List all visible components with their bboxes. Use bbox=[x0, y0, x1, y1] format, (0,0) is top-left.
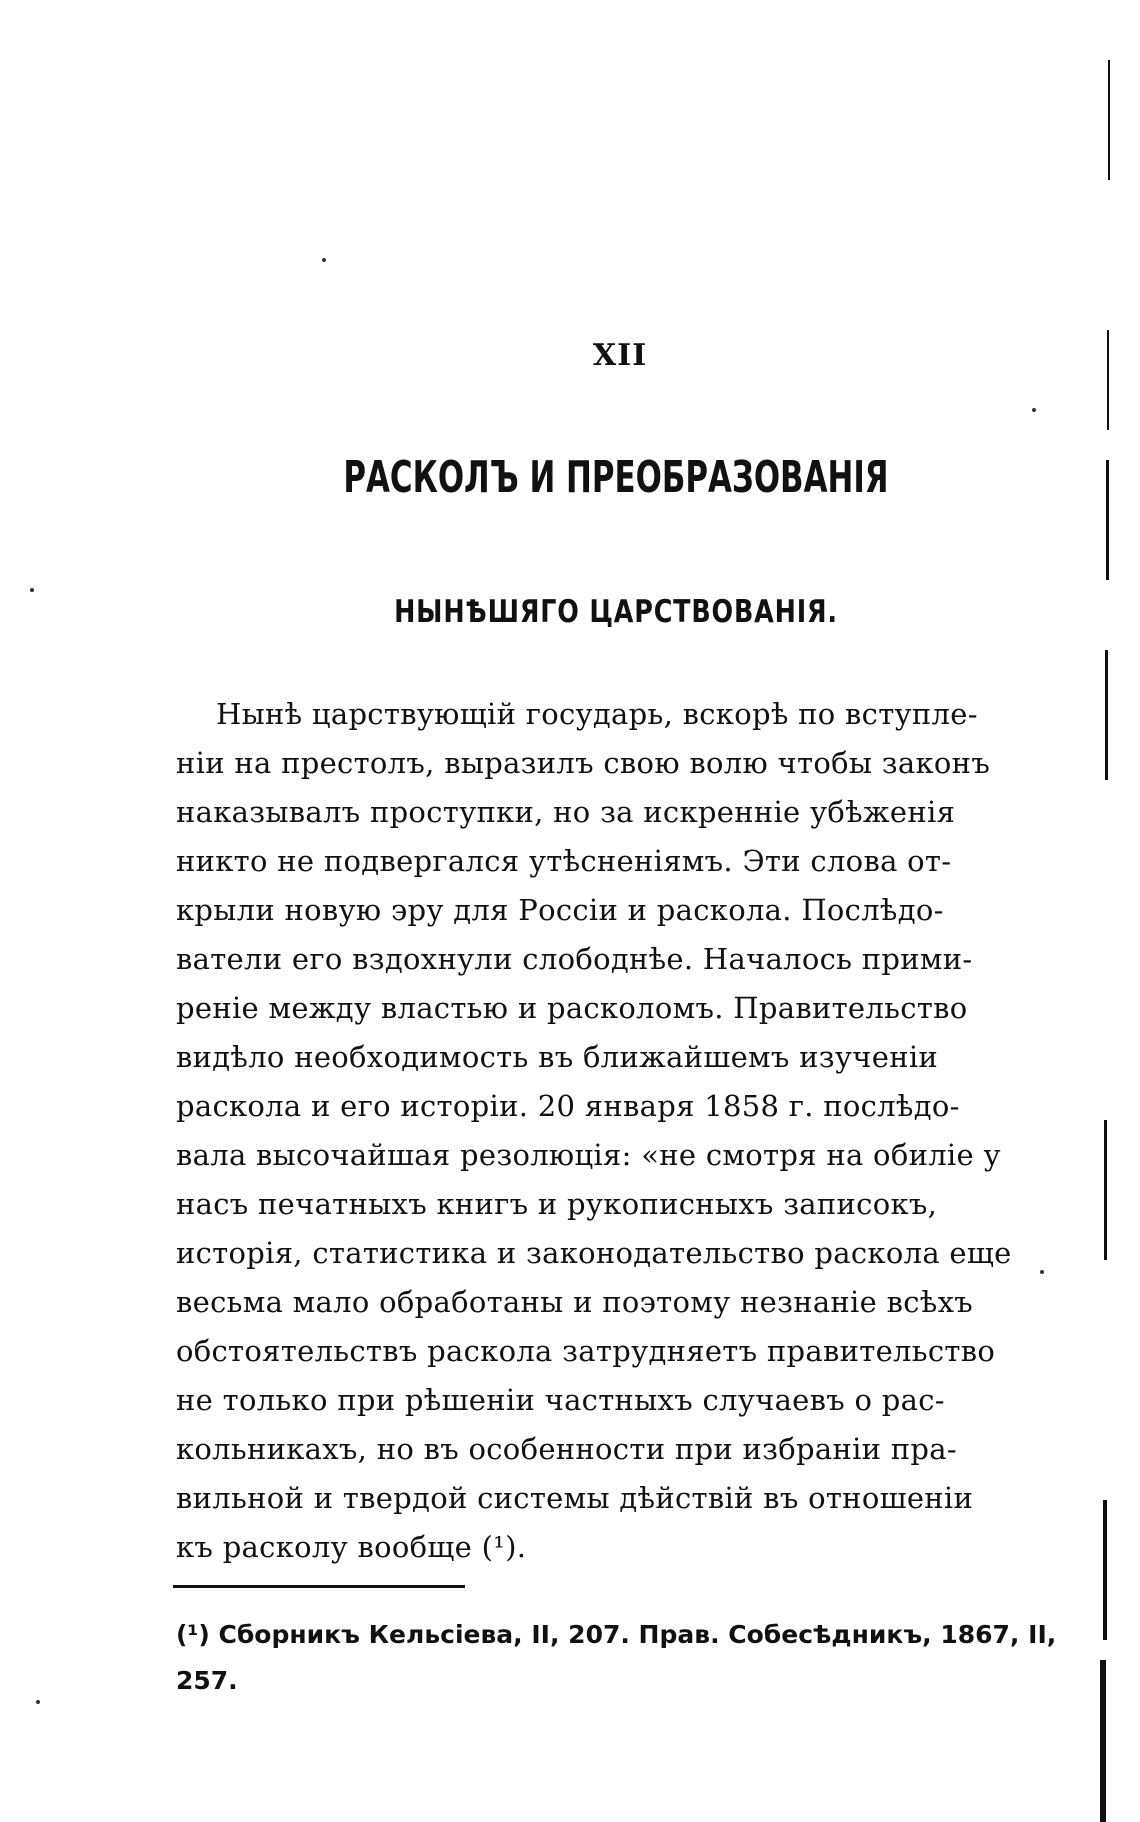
paragraph-line: видѣло необходимость въ ближайшемъ изученіи bbox=[176, 1040, 939, 1074]
chapter-number: XII bbox=[592, 338, 648, 373]
chapter-subtitle: НЫНѢШЯГО ЦАРСТВОВАНІЯ. bbox=[394, 594, 838, 630]
paragraph-line: никто не подвергался утѣсненіямъ. Эти слова от- bbox=[176, 844, 952, 878]
paragraph-line: раскола и его исторіи. 20 января 1858 г. послѣдо- bbox=[176, 1089, 960, 1123]
paragraph-line: вильной и твердой системы дѣйствій въ отношеніи bbox=[176, 1481, 974, 1515]
scan-speck bbox=[1040, 1270, 1044, 1274]
paragraph-line: крыли новую эру для Россіи и раскола. Послѣдо- bbox=[176, 893, 944, 927]
paragraph-line: исторія, статистика и законодательство раскола еще bbox=[176, 1236, 1012, 1270]
footnote-line: (¹) Сборникъ Кельсіева, II, 207. Прав. Собесѣдникъ, 1867, II, bbox=[176, 1620, 1057, 1649]
scan-speck bbox=[36, 1700, 40, 1704]
page-edge-shadow bbox=[1108, 60, 1110, 180]
scan-speck bbox=[30, 588, 34, 592]
paragraph-line: обстоятельствъ раскола затрудняетъ правительство bbox=[176, 1334, 996, 1368]
page-edge-shadow bbox=[1106, 460, 1109, 580]
paragraph-line: не только при рѣшеніи частныхъ случаевъ о рас- bbox=[176, 1383, 945, 1417]
paragraph-line: кольникахъ, но въ особенности при избраніи пра- bbox=[176, 1432, 957, 1466]
body-paragraph bbox=[176, 690, 1056, 1572]
paragraph-line: къ расколу вообще (¹). bbox=[176, 1530, 527, 1564]
paragraph-line: вала высочайшая резолюція: «не смотря на обиліе у bbox=[176, 1138, 1001, 1172]
scan-speck bbox=[1032, 408, 1036, 412]
paragraph-line: наказывалъ проступки, но за искренніе убѣженія bbox=[176, 795, 956, 829]
paragraph-line: реніе между властью и расколомъ. Правительство bbox=[176, 991, 968, 1025]
footnote-divider bbox=[173, 1585, 465, 1588]
chapter-title: РАСКОЛЪ И ПРЕОБРАЗОВАНІЯ bbox=[343, 452, 889, 503]
paragraph-line: Нынѣ царствующій государь, вскорѣ по вступле- bbox=[216, 697, 978, 731]
footnote bbox=[176, 1612, 1056, 1704]
paragraph-line: весьма мало обработаны и поэтому незнаніе всѣхъ bbox=[176, 1285, 973, 1319]
paragraph-line: ватели его вздохнули слободнѣе. Началось прими- bbox=[176, 942, 973, 976]
page-edge-shadow bbox=[1104, 1120, 1107, 1260]
page-edge-shadow bbox=[1103, 1500, 1107, 1640]
paragraph-line: ніи на престолъ, выразилъ свою волю чтобы законъ bbox=[176, 746, 991, 780]
page-edge-shadow bbox=[1105, 650, 1108, 780]
page-edge-shadow bbox=[1100, 1660, 1106, 1822]
page-edge-shadow bbox=[1107, 330, 1109, 430]
paragraph-line: насъ печатныхъ книгъ и рукописныхъ записокъ, bbox=[176, 1187, 938, 1221]
footnote-line: 257. bbox=[176, 1666, 238, 1695]
scan-speck bbox=[322, 258, 326, 262]
